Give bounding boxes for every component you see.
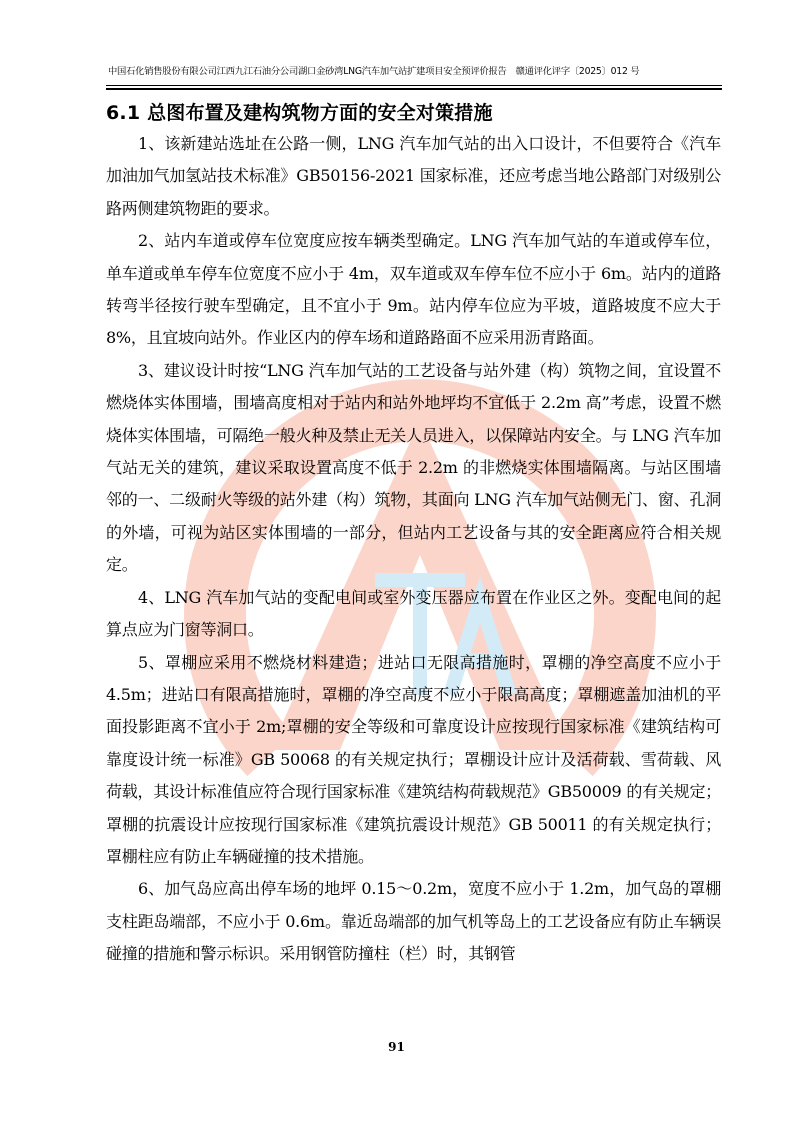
paragraph-4: 4、LNG 汽车加气站的变配电间或室外变压器应布置在作业区之外。变配电间的起算点应为门窗等洞口。 bbox=[106, 587, 721, 640]
paragraph-3: 3、建议设计时按“LNG 汽车加气站的工艺设备与站外建（构）筑物之间，宜设置不燃烧体实体围墙，围墙高度相对于站内和站外地坪均不宜低于 2.2m 高”考虑，设置不燃烧体实体围墙，可隔绝一般火种及禁止无关人员进入，以保障站内安全。与 LNG 汽车加气站无关的建筑，建议采取设置高度不低于 2.2m 的非燃烧实体围墙隔离。与站区围墙邻的一、二级耐火等级的站外建（构）筑物，其面向 LNG 汽车加气站侧无门、窗、孔洞的外墙，可视为站区实体围墙的一部分，但站内工艺设备与其的安全距离应符合相关规定。 bbox=[106, 360, 721, 575]
header-rule-thick bbox=[106, 88, 722, 90]
paragraph-1: 1、该新建站选址在公路一侧，LNG 汽车加气站的出入口设计，不但要符合《汽车加油加气加氢站技术标准》GB50156-2021 国家标准，还应考虑当地公路部门对级别公路两侧建筑物距的要求。 bbox=[106, 134, 721, 218]
paragraph-5: 5、罩棚应采用不燃烧材料建造；进站口无限高措施时，罩棚的净空高度不应小于 4.5m；进站口有限高措施时，罩棚的净空高度不应小于限高高度；罩棚遮盖加油机的平面投影距离不宜小于 2m;罩棚的安全等级和可靠度设计应按现行国家标准《建筑结构可靠度设计统一标准》GB 50068 的有关规定执行；罩棚设计应计及活荷载、雪荷载、风荷载，其设计标准值应符合现行国家标准《建筑结构荷载规范》GB50009 的有关规定；罩棚的抗震设计应按现行国家标准《建筑抗震设计规范》GB 50011 的有关规定执行；罩棚柱应有防止车辆碰撞的技术措施。 bbox=[106, 652, 721, 866]
page-content bbox=[106, 98, 721, 971]
section-title: 6.1 总图布置及建构筑物方面的安全对策措施 bbox=[106, 102, 493, 124]
paragraph-2: 2、站内车道或停车位宽度应按车辆类型确定。LNG 汽车加气站的车道或停车位，单车道或单车停车位宽度不应小于 4m，双车道或双车停车位不应小于 6m。站内的道路转弯半径按行驶车型确定，且不宜小于 9m。站内停车位应为平坡，道路坡度不应大于 8%，且宜坡向站外。作业区内的停车场和道路路面不应采用沥青路面。 bbox=[106, 231, 721, 348]
header-rule bbox=[106, 85, 722, 86]
page-header: 中国石化销售股份有限公司江西九江石油分公司湖口金砂湾LNG汽车加气站扩建项目安全预评价报告 赣通评化评字〔2025〕012 号 bbox=[108, 66, 640, 77]
paragraph-6: 6、加气岛应高出停车场的地坪 0.15～0.2m，宽度不应小于 1.2m，加气岛的罩棚支柱距岛端部，不应小于 0.6m。靠近岛端部的加气机等岛上的工艺设备应有防止车辆误碰撞的措施和警示标识。采用钢管防撞柱（栏）时，其钢管 bbox=[106, 879, 721, 964]
page-number: 91 bbox=[388, 1040, 405, 1054]
